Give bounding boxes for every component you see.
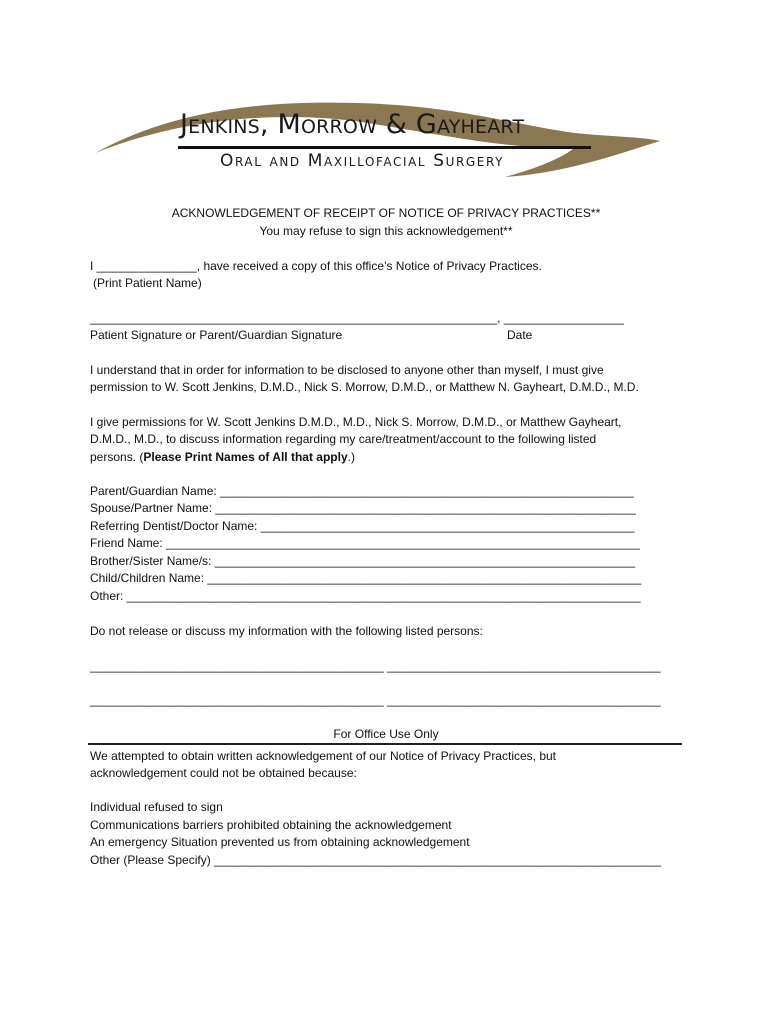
practice-subtitle: Oral and Maxillofacial Surgery: [220, 151, 505, 171]
field-other[interactable]: Other: _____________________________________________________________________________: [90, 589, 641, 603]
letterhead-rule: [178, 146, 591, 149]
field-child-children[interactable]: Child/Children Name: _________________________________________________________________: [90, 571, 642, 585]
practice-name: Jenkins, Morrow & Gayheart: [180, 109, 525, 140]
letterhead-logo: [95, 95, 665, 190]
field-friend[interactable]: Friend Name: _______________________________________________________________________: [90, 536, 640, 550]
no-release-line-1[interactable]: ____________________________________________ _________________________________________: [90, 659, 661, 673]
paragraph1-line1: I understand that in order for information to be disclosed to anyone other than myself, I must give: [90, 363, 604, 377]
paragraph1-line2: permission to W. Scott Jenkins, D.M.D., Nick S. Morrow, D.M.D., or Matthew N. Gayheart, D.M.D., M.D.: [90, 380, 639, 394]
reason-refused: Individual refused to sign: [90, 800, 223, 814]
office-line-1: We attempted to obtain written acknowledgement of our Notice of Privacy Practices, but: [90, 749, 557, 763]
form-title: ACKNOWLEDGEMENT OF RECEIPT OF NOTICE OF PRIVACY PRACTICES**: [171, 206, 601, 220]
paragraph2-line3-start: persons. (: [90, 450, 144, 464]
signature-line[interactable]: _____________________________________________________________, __________________: [90, 311, 624, 325]
field-referring-doctor[interactable]: Referring Dentist/Doctor Name: ________________________________________________________: [90, 519, 635, 533]
office-use-title: For Office Use Only: [333, 727, 439, 741]
print-name-caption: (Print Patient Name): [93, 276, 202, 290]
date-label: Date: [507, 328, 533, 342]
reason-other[interactable]: Other (Please Specify) ___________________________________________________________________: [90, 853, 662, 867]
signature-label: Patient Signature or Parent/Guardian Signature: [90, 328, 343, 342]
reason-communication-barriers: Communications barriers prohibited obtaining the acknowledgement: [90, 818, 452, 832]
paragraph2-line3-end: .): [347, 450, 355, 464]
field-parent-guardian[interactable]: Parent/Guardian Name: ______________________________________________________________: [90, 484, 634, 498]
office-line-2: acknowledgement could not be obtained because:: [90, 766, 357, 780]
receipt-line[interactable]: I _______________, have received a copy of this office’s Notice of Privacy Practices.: [90, 259, 542, 273]
field-brother-sister[interactable]: Brother/Sister Name/s: _______________________________________________________________: [90, 554, 636, 568]
no-release-label: Do not release or discuss my information with the following listed persons:: [90, 624, 483, 638]
paragraph2-line1: I give permissions for W. Scott Jenkins D.M.D., M.D., Nick S. Morrow, D.M.D., or Matthew Gayheart,: [90, 415, 622, 429]
paragraph2-line2: D.M.D., M.D., to discuss information regarding my care/treatment/account to the following listed: [90, 432, 597, 446]
reason-emergency: An emergency Situation prevented us from obtaining acknowledgement: [90, 835, 470, 849]
paragraph2-line3: [90, 449, 355, 467]
refuse-notice: You may refuse to sign this acknowledgement**: [259, 224, 513, 238]
office-use-divider: [88, 743, 682, 745]
paragraph2-bold-instruction: Please Print Names of All that apply: [143, 450, 348, 464]
field-spouse-partner[interactable]: Spouse/Partner Name: _______________________________________________________________: [90, 501, 636, 515]
no-release-line-2[interactable]: ____________________________________________ _________________________________________: [90, 693, 661, 707]
